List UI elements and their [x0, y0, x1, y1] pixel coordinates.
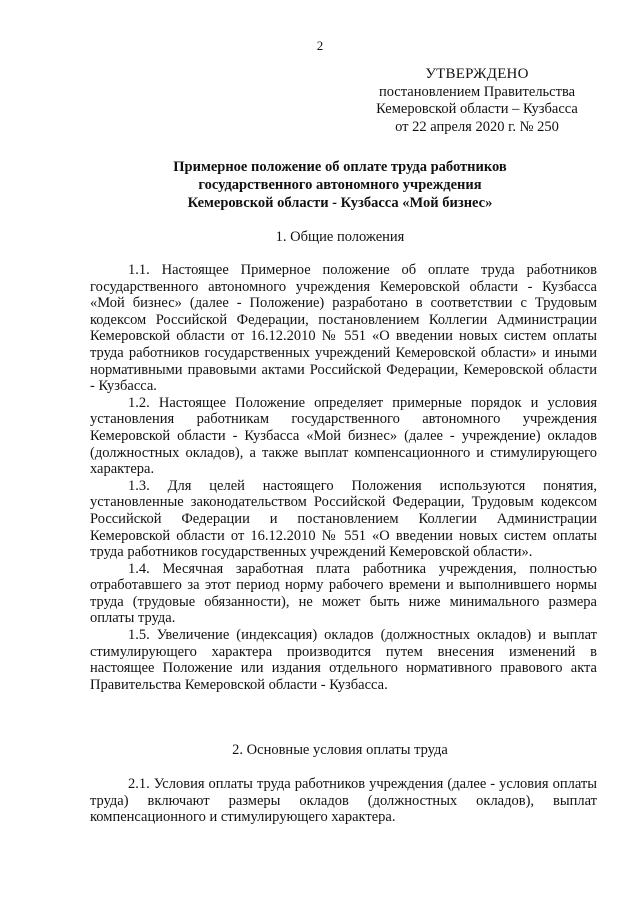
- title-line-3: Кемеровской области - Кузбасса «Мой бизнес»: [187, 195, 493, 211]
- paragraph-1-5: 1.5. Увеличение (индексация) окладов (должностных окладов) и выплат стимулирующего характера производится путем внесения изменений в настоящее Положение или издания отдельного нормативного правового акта Правительства Кемеровской области - Кузбасса.: [90, 627, 597, 693]
- section-2-body: [90, 776, 597, 826]
- section-2-heading: 2. Основные условия оплаты труда: [232, 742, 448, 758]
- paragraph-1-2: 1.2. Настоящее Положение определяет примерные порядок и условия установления работникам государственного автономного учреждения Кемеровской области - Кузбасса «Мой бизнес» (далее - учреждение) окладов (должностных окладов), а также выплат компенсационного и стимулирующего характера.: [90, 394, 597, 478]
- approval-line-3: от 22 апреля 2020 г. № 250: [395, 118, 559, 135]
- title-line-1: Примерное положение об оплате труда работников: [173, 159, 507, 175]
- paragraph-1-4: 1.4. Месячная заработная плата работника учреждения, полностью отработавшего за этот период норму рабочего времени и выполнившего нормы труда (трудовые обязанности), не может быть ниже минимального размера оплаты труда.: [90, 560, 597, 627]
- approval-block: [362, 66, 592, 136]
- paragraph-1-3: 1.3. Для целей настоящего Положения используются понятия, установленные законодательством Российской Федерации, Трудовым кодексом Российской Федерации и постановлением Коллегии Администрации Кемеровской области от 16.12.2010 № 551 «О введении новых систем оплаты труда работников государственных учреждений Кемеровской области».: [90, 477, 597, 561]
- section-1-heading: 1. Общие положения: [275, 229, 405, 245]
- title-line-2: государственного автономного учреждения: [198, 177, 482, 193]
- document-title: [80, 158, 600, 212]
- section-1-body: [90, 262, 597, 693]
- approval-line-2: Кемеровской области – Кузбасса: [376, 101, 578, 117]
- approval-line-1: постановлением Правительства: [378, 83, 576, 100]
- paragraph-1-1: 1.1. Настоящее Примерное положение об оплате труда работников государственного автономного учреждения Кемеровской области - Кузбасса «Мой бизнес» (далее - Положение) разработано в соответствии с Трудовым кодексом Российской Федерации, постановлением Коллегии Администрации Кемеровской области от 16.12.2010 № 551 «О введении новых систем оплаты труда работников государственных учреждений Кемеровской области» и иными нормативными правовыми актами Российской Федерации, Кемеровской области - Кузбасса.: [90, 262, 597, 395]
- approved-label: УТВЕРЖДЕНО: [425, 66, 529, 82]
- paragraph-2-1: 2.1. Условия оплаты труда работников учреждения (далее - условия оплаты труда) включают размеры окладов (должностных окладов), выплат компенсационного и стимулирующего характера.: [90, 776, 597, 826]
- page-number: 2: [316, 38, 324, 53]
